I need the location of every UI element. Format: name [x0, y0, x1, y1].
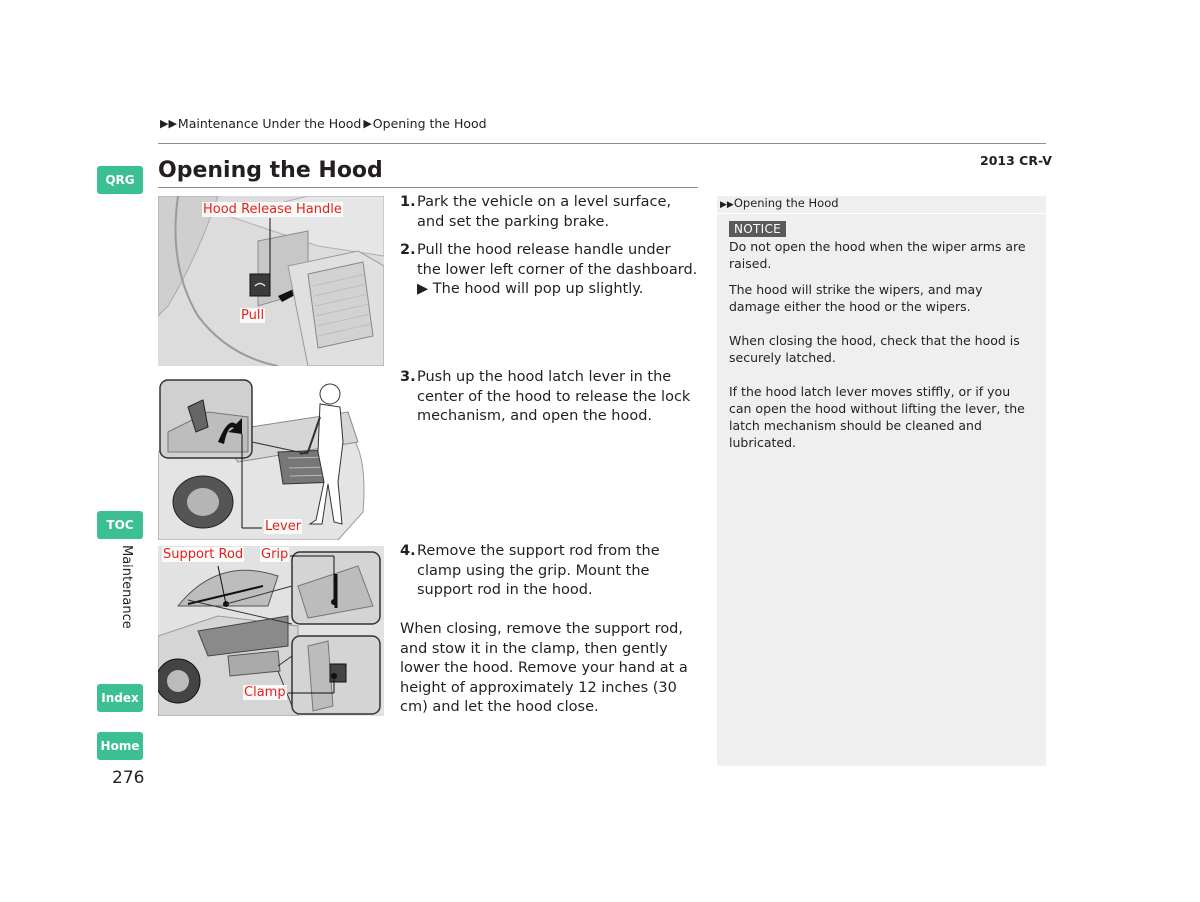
step-text: Push up the hood latch lever in the center of the hood to release the lock mechanism, and open the hood. [417, 369, 691, 424]
step-result [400, 280, 698, 300]
breadcrumb-arrow-icon: ▶▶ [160, 117, 177, 130]
note-paragraph: The hood will strike the wipers, and may damage either the hood or the wipers. [729, 282, 983, 314]
step-text: Remove the support rod from the clamp using the grip. Mount the support rod in the hood. [417, 543, 660, 598]
note-paragraph: When closing the hood, check that the hood is securely latched. [729, 333, 1020, 365]
section-side-label: Maintenance [119, 545, 134, 629]
step-2 [400, 241, 698, 300]
lever-callout: Lever [265, 519, 302, 534]
step-text: Park the vehicle on a level surface, and set the parking brake. [417, 194, 672, 230]
hood-latch-illustration [158, 372, 384, 540]
breadcrumb-section[interactable]: Maintenance Under the Hood [177, 116, 362, 131]
note-paragraph: If the hood latch lever moves stiffly, or if you can open the hood without lifting the lever, the latch mechanism should be cleaned and lubricated. [729, 384, 1025, 450]
step-1 [400, 193, 698, 232]
breadcrumb-page: Opening the Hood [372, 116, 487, 131]
step-text: Pull the hood release handle under the lower left corner of the dashboard. [417, 242, 698, 278]
note-paragraph: Do not open the hood when the wiper arms are raised. [729, 239, 1026, 271]
home-tab[interactable]: Home [97, 732, 143, 760]
note-title-text: Opening the Hood [733, 196, 839, 210]
step-number: 2. [400, 242, 416, 258]
page-title: Opening the Hood [158, 158, 383, 183]
step-number: 3. [400, 369, 416, 385]
index-tab[interactable]: Index [97, 684, 143, 712]
support-rod-figure [158, 546, 384, 716]
notice-badge: NOTICE [729, 221, 786, 237]
step-4 [400, 542, 698, 601]
step-3 [400, 368, 698, 427]
hood-latch-figure [158, 372, 384, 540]
breadcrumb-arrow-icon: ▶ [363, 117, 372, 130]
clamp-callout: Clamp [244, 685, 286, 700]
hood-release-handle-callout: Hood Release Handle [203, 202, 342, 217]
page-number: 276 [112, 768, 145, 788]
qrg-tab[interactable]: QRG [97, 166, 143, 194]
step-number: 1. [400, 194, 416, 210]
header-divider [158, 143, 1046, 144]
pull-callout: Pull [241, 308, 265, 323]
closing-instructions: When closing, remove the support rod, and stow it in the clamp, then gently lower the hood. Remove your hand at a height of approximately 12 inches (30 cm) and let the hood close. [400, 621, 688, 715]
model-label: 2013 CR-V [980, 153, 1052, 168]
toc-tab[interactable]: TOC [97, 511, 143, 539]
result-arrow-icon: ▶ [417, 281, 433, 297]
breadcrumb [160, 116, 487, 131]
step-number: 4. [400, 543, 416, 559]
note-title [720, 196, 839, 210]
title-divider [158, 187, 698, 188]
note-arrow-icon: ▶▶ [720, 200, 734, 210]
hood-release-figure [158, 196, 384, 366]
support-rod-callout: Support Rod [163, 547, 244, 562]
step-result-text: The hood will pop up slightly. [432, 281, 644, 297]
hood-release-illustration [158, 196, 384, 366]
grip-callout: Grip [261, 547, 289, 562]
